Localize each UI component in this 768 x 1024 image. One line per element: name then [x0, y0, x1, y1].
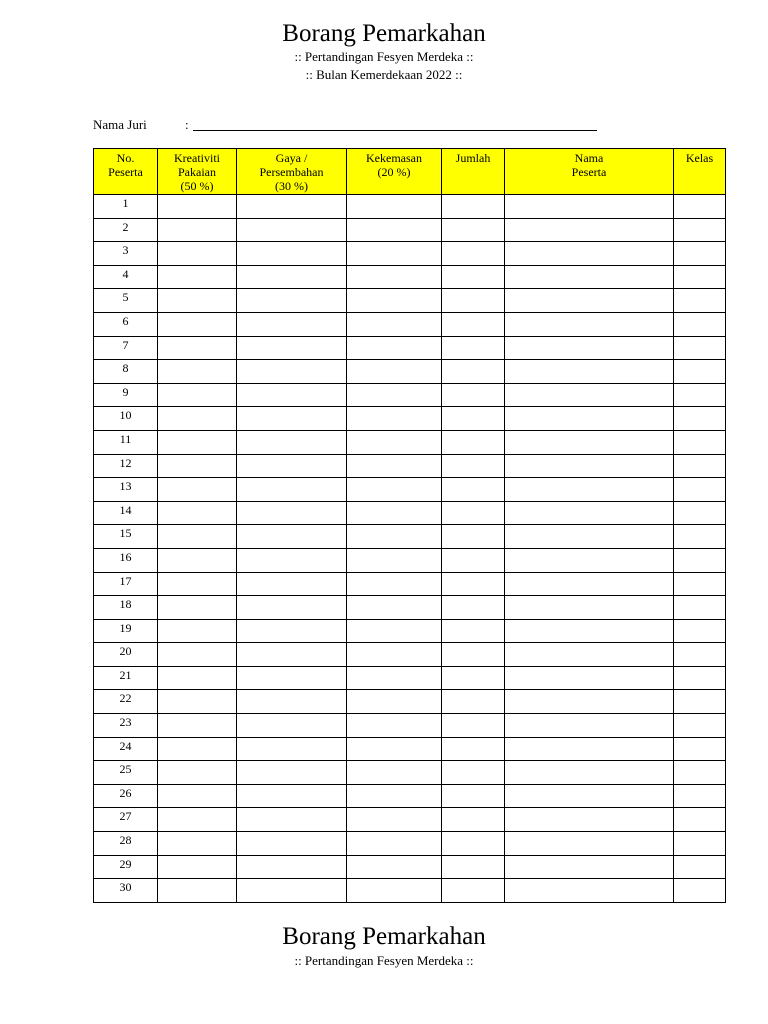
kreativiti-cell[interactable]	[158, 336, 237, 360]
kelas-cell[interactable]	[674, 596, 726, 620]
gaya-cell[interactable]	[237, 430, 347, 454]
nama-peserta-cell[interactable]	[505, 242, 674, 266]
kekemasan-cell[interactable]	[347, 666, 442, 690]
kekemasan-cell[interactable]	[347, 879, 442, 903]
table-row	[94, 218, 726, 242]
nama-peserta-cell[interactable]	[505, 690, 674, 714]
kekemasan-cell[interactable]	[347, 572, 442, 596]
header-text-line: (30 %)	[275, 179, 308, 193]
header-text-line: (20 %)	[377, 165, 411, 179]
kekemasan-cell[interactable]	[347, 737, 442, 761]
nama-peserta-cell[interactable]	[505, 643, 674, 667]
no-peserta-cell: 26	[94, 784, 158, 808]
gaya-cell[interactable]	[237, 619, 347, 643]
gaya-cell[interactable]	[237, 832, 347, 856]
header-kreativiti	[158, 149, 237, 195]
table-row	[94, 312, 726, 336]
no-peserta-cell: 9	[94, 383, 158, 407]
kreativiti-cell[interactable]	[158, 784, 237, 808]
kreativiti-cell[interactable]	[158, 548, 237, 572]
kelas-cell[interactable]	[674, 242, 726, 266]
kelas-cell[interactable]	[674, 714, 726, 738]
table-row	[94, 478, 726, 502]
nama-peserta-cell[interactable]	[505, 666, 674, 690]
table-row	[94, 454, 726, 478]
kekemasan-cell[interactable]	[347, 619, 442, 643]
kelas-cell[interactable]	[674, 525, 726, 549]
kekemasan-cell[interactable]	[347, 454, 442, 478]
kelas-cell[interactable]	[674, 619, 726, 643]
kekemasan-cell[interactable]	[347, 596, 442, 620]
table-row	[94, 784, 726, 808]
table-row	[94, 808, 726, 832]
nama-peserta-cell[interactable]	[505, 265, 674, 289]
header-text-line: Peserta	[571, 165, 607, 179]
kelas-cell[interactable]	[674, 572, 726, 596]
kekemasan-cell[interactable]	[347, 195, 442, 219]
kelas-cell[interactable]	[674, 832, 726, 856]
jumlah-cell[interactable]	[442, 430, 505, 454]
kekemasan-cell[interactable]	[347, 383, 442, 407]
no-peserta-cell: 7	[94, 336, 158, 360]
no-peserta-cell: 23	[94, 714, 158, 738]
header-kekemasan	[347, 149, 442, 195]
jumlah-cell[interactable]	[442, 690, 505, 714]
table-row	[94, 289, 726, 313]
kelas-cell[interactable]	[674, 808, 726, 832]
nama-peserta-cell[interactable]	[505, 336, 674, 360]
no-peserta-cell: 17	[94, 572, 158, 596]
header-no-peserta	[94, 149, 158, 195]
kreativiti-cell[interactable]	[158, 454, 237, 478]
gaya-cell[interactable]	[237, 336, 347, 360]
nama-peserta-cell[interactable]	[505, 596, 674, 620]
nama-peserta-cell[interactable]	[505, 761, 674, 785]
header-text-line: Persembahan	[259, 165, 324, 179]
table-row	[94, 879, 726, 903]
nama-peserta-cell[interactable]	[505, 407, 674, 431]
kreativiti-cell[interactable]	[158, 478, 237, 502]
kreativiti-cell[interactable]	[158, 619, 237, 643]
kreativiti-cell[interactable]	[158, 596, 237, 620]
table-row	[94, 548, 726, 572]
nama-peserta-cell[interactable]	[505, 312, 674, 336]
kelas-cell[interactable]	[674, 879, 726, 903]
kekemasan-cell[interactable]	[347, 855, 442, 879]
no-peserta-cell: 28	[94, 832, 158, 856]
nama-peserta-cell[interactable]	[505, 289, 674, 313]
kelas-cell[interactable]	[674, 383, 726, 407]
gaya-cell[interactable]	[237, 643, 347, 667]
no-peserta-cell: 12	[94, 454, 158, 478]
no-peserta-cell: 19	[94, 619, 158, 643]
kreativiti-cell[interactable]	[158, 832, 237, 856]
jumlah-cell[interactable]	[442, 879, 505, 903]
nama-peserta-cell[interactable]	[505, 501, 674, 525]
form-subtitle-event-repeat: :: Pertandingan Fesyen Merdeka ::	[294, 953, 474, 968]
kreativiti-cell[interactable]	[158, 643, 237, 667]
table-row	[94, 407, 726, 431]
jumlah-cell[interactable]	[442, 619, 505, 643]
kreativiti-cell[interactable]	[158, 289, 237, 313]
kelas-cell[interactable]	[674, 761, 726, 785]
judge-name-colon: :	[185, 117, 189, 132]
header-text-line: Jumlah	[455, 151, 491, 165]
form-title-repeat: Borang Pemarkahan	[282, 923, 486, 950]
kreativiti-cell[interactable]	[158, 761, 237, 785]
kekemasan-cell[interactable]	[347, 336, 442, 360]
jumlah-cell[interactable]	[442, 501, 505, 525]
jumlah-cell[interactable]	[442, 218, 505, 242]
no-peserta-cell: 27	[94, 808, 158, 832]
table-row	[94, 643, 726, 667]
gaya-cell[interactable]	[237, 289, 347, 313]
jumlah-cell[interactable]	[442, 596, 505, 620]
no-peserta-cell: 29	[94, 855, 158, 879]
no-peserta-cell: 30	[94, 879, 158, 903]
gaya-cell[interactable]	[237, 195, 347, 219]
header-text-line: Kekemasan	[366, 151, 422, 165]
table-row	[94, 501, 726, 525]
kelas-cell[interactable]	[674, 855, 726, 879]
no-peserta-cell: 18	[94, 596, 158, 620]
nama-peserta-cell[interactable]	[505, 619, 674, 643]
no-peserta-cell: 14	[94, 501, 158, 525]
nama-peserta-cell[interactable]	[505, 714, 674, 738]
table-row	[94, 690, 726, 714]
no-peserta-cell: 15	[94, 525, 158, 549]
table-row	[94, 525, 726, 549]
gaya-cell[interactable]	[237, 596, 347, 620]
no-peserta-cell: 21	[94, 666, 158, 690]
kekemasan-cell[interactable]	[347, 548, 442, 572]
kekemasan-cell[interactable]	[347, 525, 442, 549]
kelas-cell[interactable]	[674, 336, 726, 360]
kelas-cell[interactable]	[674, 218, 726, 242]
header-text-line: Gaya /	[275, 151, 308, 165]
jumlah-cell[interactable]	[442, 242, 505, 266]
gaya-cell[interactable]	[237, 548, 347, 572]
no-peserta-cell: 24	[94, 737, 158, 761]
jumlah-cell[interactable]	[442, 666, 505, 690]
jumlah-cell[interactable]	[442, 548, 505, 572]
jumlah-cell[interactable]	[442, 714, 505, 738]
kelas-cell[interactable]	[674, 312, 726, 336]
kreativiti-cell[interactable]	[158, 501, 237, 525]
gaya-cell[interactable]	[237, 737, 347, 761]
header-text-line: Kelas	[685, 151, 714, 165]
table-row	[94, 737, 726, 761]
kekemasan-cell[interactable]	[347, 761, 442, 785]
no-peserta-cell: 22	[94, 690, 158, 714]
header-text-line: Nama	[574, 151, 604, 165]
gaya-cell[interactable]	[237, 808, 347, 832]
kreativiti-cell[interactable]	[158, 525, 237, 549]
table-row	[94, 666, 726, 690]
nama-peserta-cell[interactable]	[505, 572, 674, 596]
form-subtitle-month: :: Bulan Kemerdekaan 2022 ::	[305, 67, 463, 82]
nama-peserta-cell[interactable]	[505, 879, 674, 903]
gaya-cell[interactable]	[237, 879, 347, 903]
gaya-cell[interactable]	[237, 572, 347, 596]
nama-peserta-cell[interactable]	[505, 430, 674, 454]
gaya-cell[interactable]	[237, 784, 347, 808]
jumlah-cell[interactable]	[442, 383, 505, 407]
jumlah-cell[interactable]	[442, 761, 505, 785]
kekemasan-cell[interactable]	[347, 430, 442, 454]
gaya-cell[interactable]	[237, 312, 347, 336]
jumlah-cell[interactable]	[442, 525, 505, 549]
jumlah-cell[interactable]	[442, 336, 505, 360]
gaya-cell[interactable]	[237, 714, 347, 738]
gaya-cell[interactable]	[237, 454, 347, 478]
table-row	[94, 572, 726, 596]
judge-name-label: Nama Juri	[93, 117, 147, 132]
header-text-line: Kreativiti	[174, 151, 220, 165]
kreativiti-cell[interactable]	[158, 312, 237, 336]
table-row	[94, 832, 726, 856]
jumlah-cell[interactable]	[442, 784, 505, 808]
gaya-cell[interactable]	[237, 501, 347, 525]
gaya-cell[interactable]	[237, 218, 347, 242]
table-row	[94, 596, 726, 620]
jumlah-cell[interactable]	[442, 855, 505, 879]
nama-peserta-cell[interactable]	[505, 218, 674, 242]
table-header-row	[94, 149, 726, 195]
no-peserta-cell: 10	[94, 407, 158, 431]
jumlah-cell[interactable]	[442, 360, 505, 384]
gaya-cell[interactable]	[237, 690, 347, 714]
kelas-cell[interactable]	[674, 784, 726, 808]
no-peserta-cell: 5	[94, 289, 158, 313]
kekemasan-cell[interactable]	[347, 218, 442, 242]
table-row	[94, 855, 726, 879]
kreativiti-cell[interactable]	[158, 666, 237, 690]
kreativiti-cell[interactable]	[158, 383, 237, 407]
score-table	[93, 148, 726, 903]
no-peserta-cell: 3	[94, 242, 158, 266]
kekemasan-cell[interactable]	[347, 690, 442, 714]
jumlah-cell[interactable]	[442, 832, 505, 856]
form-title: Borang Pemarkahan	[282, 20, 486, 47]
jumlah-cell[interactable]	[442, 478, 505, 502]
table-row	[94, 265, 726, 289]
kreativiti-cell[interactable]	[158, 879, 237, 903]
no-peserta-cell: 2	[94, 218, 158, 242]
kelas-cell[interactable]	[674, 643, 726, 667]
kelas-cell[interactable]	[674, 666, 726, 690]
kreativiti-cell[interactable]	[158, 218, 237, 242]
gaya-cell[interactable]	[237, 383, 347, 407]
no-peserta-cell: 11	[94, 430, 158, 454]
table-row	[94, 242, 726, 266]
table-row	[94, 195, 726, 219]
header-gaya	[237, 149, 347, 195]
nama-peserta-cell[interactable]	[505, 784, 674, 808]
header-text-line: No.	[116, 151, 135, 165]
no-peserta-cell: 4	[94, 265, 158, 289]
kekemasan-cell[interactable]	[347, 242, 442, 266]
gaya-cell[interactable]	[237, 666, 347, 690]
jumlah-cell[interactable]	[442, 195, 505, 219]
kekemasan-cell[interactable]	[347, 832, 442, 856]
kreativiti-cell[interactable]	[158, 407, 237, 431]
nama-peserta-cell[interactable]	[505, 855, 674, 879]
kelas-cell[interactable]	[674, 407, 726, 431]
table-row	[94, 430, 726, 454]
header-text-line: (50 %)	[180, 179, 214, 193]
kreativiti-cell[interactable]	[158, 572, 237, 596]
kreativiti-cell[interactable]	[158, 808, 237, 832]
kelas-cell[interactable]	[674, 501, 726, 525]
kelas-cell[interactable]	[674, 690, 726, 714]
kekemasan-cell[interactable]	[347, 289, 442, 313]
header-nama-peserta	[505, 149, 674, 195]
kekemasan-cell[interactable]	[347, 360, 442, 384]
gaya-cell[interactable]	[237, 761, 347, 785]
jumlah-cell[interactable]	[442, 312, 505, 336]
jumlah-cell[interactable]	[442, 265, 505, 289]
table-row	[94, 619, 726, 643]
kekemasan-cell[interactable]	[347, 407, 442, 431]
header-text-line: Peserta	[108, 165, 143, 179]
gaya-cell[interactable]	[237, 407, 347, 431]
gaya-cell[interactable]	[237, 478, 347, 502]
jumlah-cell[interactable]	[442, 572, 505, 596]
header-kelas	[674, 149, 726, 195]
table-row	[94, 383, 726, 407]
kreativiti-cell[interactable]	[158, 737, 237, 761]
nama-peserta-cell[interactable]	[505, 454, 674, 478]
nama-peserta-cell[interactable]	[505, 548, 674, 572]
jumlah-cell[interactable]	[442, 289, 505, 313]
kelas-cell[interactable]	[674, 478, 726, 502]
kelas-cell[interactable]	[674, 548, 726, 572]
judge-name-field[interactable]	[193, 130, 597, 131]
jumlah-cell[interactable]	[442, 737, 505, 761]
no-peserta-cell: 16	[94, 548, 158, 572]
kekemasan-cell[interactable]	[347, 643, 442, 667]
nama-peserta-cell[interactable]	[505, 383, 674, 407]
header-jumlah	[442, 149, 505, 195]
kekemasan-cell[interactable]	[347, 312, 442, 336]
kreativiti-cell[interactable]	[158, 430, 237, 454]
table-row	[94, 360, 726, 384]
score-table-body	[94, 195, 726, 903]
judge-name-row	[93, 117, 193, 132]
table-row	[94, 761, 726, 785]
kelas-cell[interactable]	[674, 265, 726, 289]
kelas-cell[interactable]	[674, 737, 726, 761]
kelas-cell[interactable]	[674, 289, 726, 313]
no-peserta-cell: 1	[94, 195, 158, 219]
kelas-cell[interactable]	[674, 195, 726, 219]
nama-peserta-cell[interactable]	[505, 832, 674, 856]
kreativiti-cell[interactable]	[158, 265, 237, 289]
kelas-cell[interactable]	[674, 360, 726, 384]
table-row	[94, 714, 726, 738]
jumlah-cell[interactable]	[442, 808, 505, 832]
kekemasan-cell[interactable]	[347, 265, 442, 289]
form-subtitle-event: :: Pertandingan Fesyen Merdeka ::	[294, 49, 474, 64]
nama-peserta-cell[interactable]	[505, 737, 674, 761]
nama-peserta-cell[interactable]	[505, 360, 674, 384]
nama-peserta-cell[interactable]	[505, 525, 674, 549]
jumlah-cell[interactable]	[442, 454, 505, 478]
kreativiti-cell[interactable]	[158, 690, 237, 714]
jumlah-cell[interactable]	[442, 407, 505, 431]
nama-peserta-cell[interactable]	[505, 478, 674, 502]
jumlah-cell[interactable]	[442, 643, 505, 667]
kreativiti-cell[interactable]	[158, 360, 237, 384]
kreativiti-cell[interactable]	[158, 855, 237, 879]
no-peserta-cell: 8	[94, 360, 158, 384]
kekemasan-cell[interactable]	[347, 784, 442, 808]
kekemasan-cell[interactable]	[347, 501, 442, 525]
header-text-line: Pakaian	[178, 165, 216, 179]
gaya-cell[interactable]	[237, 525, 347, 549]
kekemasan-cell[interactable]	[347, 714, 442, 738]
no-peserta-cell: 25	[94, 761, 158, 785]
kreativiti-cell[interactable]	[158, 195, 237, 219]
gaya-cell[interactable]	[237, 242, 347, 266]
nama-peserta-cell[interactable]	[505, 808, 674, 832]
table-row	[94, 336, 726, 360]
gaya-cell[interactable]	[237, 855, 347, 879]
kelas-cell[interactable]	[674, 454, 726, 478]
kekemasan-cell[interactable]	[347, 478, 442, 502]
nama-peserta-cell[interactable]	[505, 195, 674, 219]
gaya-cell[interactable]	[237, 265, 347, 289]
kelas-cell[interactable]	[674, 430, 726, 454]
kreativiti-cell[interactable]	[158, 714, 237, 738]
no-peserta-cell: 20	[94, 643, 158, 667]
no-peserta-cell: 13	[94, 478, 158, 502]
kekemasan-cell[interactable]	[347, 808, 442, 832]
gaya-cell[interactable]	[237, 360, 347, 384]
no-peserta-cell: 6	[94, 312, 158, 336]
kreativiti-cell[interactable]	[158, 242, 237, 266]
